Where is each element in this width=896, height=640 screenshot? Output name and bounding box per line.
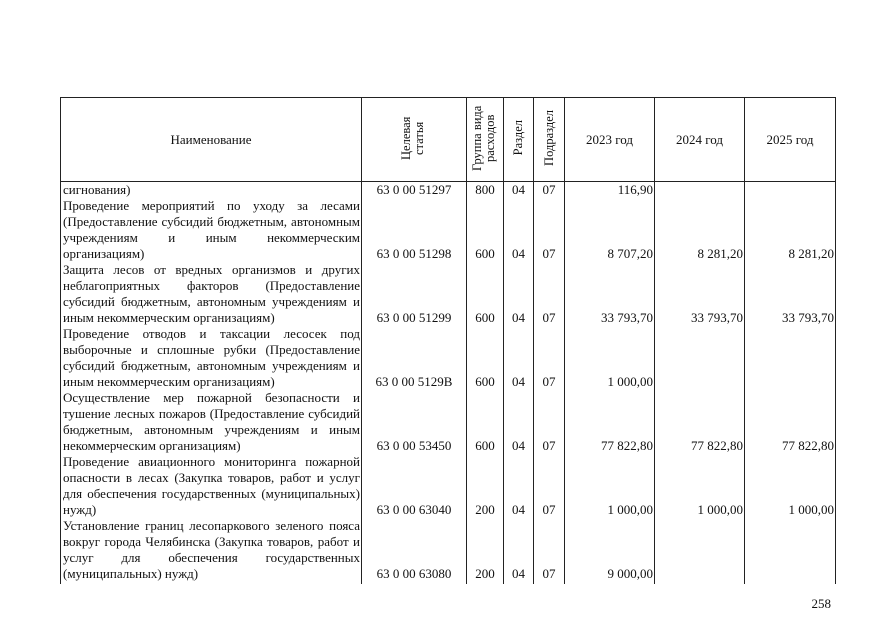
table-row: [61, 198, 836, 262]
table-row: [61, 326, 836, 390]
header-2023: 2023 год: [565, 98, 655, 182]
row-name: Защита лесов от вредных организмов и других неблагоприятных факторов (Предоставление субсидий бюджетным, автономным учреждениям и иным некоммерческим организациям): [61, 262, 362, 326]
row-subsection: 07: [534, 198, 565, 262]
header-section: Раздел: [504, 98, 534, 182]
row-target-item: 63 0 00 51299: [362, 262, 467, 326]
row-2024: [655, 326, 745, 390]
row-expense-group: 600: [467, 262, 504, 326]
row-2024: 33 793,70: [655, 262, 745, 326]
table-header-row: [61, 98, 836, 182]
row-subsection: 07: [534, 518, 565, 584]
row-expense-group: 200: [467, 454, 504, 518]
row-2023: 33 793,70: [565, 262, 655, 326]
header-name: Наименование: [61, 98, 362, 182]
row-section: 04: [504, 198, 534, 262]
row-target-item: 63 0 00 51298: [362, 198, 467, 262]
row-name: Установление границ лесопаркового зеленого пояса вокруг города Челябинска (Закупка товаров, работ и услуг для обеспечения государственных (муниципальных) нужд): [61, 518, 362, 584]
row-expense-group: 600: [467, 390, 504, 454]
header-subsection: Подраздел: [534, 98, 565, 182]
row-target-item: 63 0 00 63040: [362, 454, 467, 518]
row-name: Осуществление мер пожарной безопасности и тушение лесных пожаров (Предоставление субсидий бюджетным, автономным учреждениям и иным некоммерческим организациям): [61, 390, 362, 454]
row-section: 04: [504, 182, 534, 199]
header-2025: 2025 год: [745, 98, 836, 182]
row-name: сигнования): [61, 182, 362, 199]
row-expense-group: 200: [467, 518, 504, 584]
budget-table: [60, 97, 836, 584]
row-2024: 8 281,20: [655, 198, 745, 262]
row-target-item: 63 0 00 63080: [362, 518, 467, 584]
row-section: 04: [504, 518, 534, 584]
row-2025: 77 822,80: [745, 390, 836, 454]
row-2023: 1 000,00: [565, 454, 655, 518]
header-expense-group: Группа вида расходов: [467, 98, 504, 182]
table-row: [61, 518, 836, 584]
table-row: [61, 262, 836, 326]
header-target-item: Целевая статья: [362, 98, 467, 182]
row-2025: [745, 326, 836, 390]
row-name: Проведение отводов и таксации лесосек под выборочные и сплошные рубки (Предоставление субсидий бюджетным, автономным учреждениям и иным некоммерческим организациям): [61, 326, 362, 390]
table-row: [61, 390, 836, 454]
row-2025: 33 793,70: [745, 262, 836, 326]
row-2023: 9 000,00: [565, 518, 655, 584]
row-2025: 8 281,20: [745, 198, 836, 262]
row-name: Проведение мероприятий по уходу за лесами (Предоставление субсидий бюджетным, автономным учреждениям и иным некоммерческим организациям): [61, 198, 362, 262]
table-row: [61, 182, 836, 199]
row-2024: 77 822,80: [655, 390, 745, 454]
row-subsection: 07: [534, 262, 565, 326]
row-section: 04: [504, 262, 534, 326]
row-section: 04: [504, 454, 534, 518]
row-subsection: 07: [534, 326, 565, 390]
row-2025: [745, 518, 836, 584]
row-2023: 116,90: [565, 182, 655, 199]
page-number: 258: [811, 596, 831, 611]
row-section: 04: [504, 390, 534, 454]
row-expense-group: 600: [467, 326, 504, 390]
row-2025: 1 000,00: [745, 454, 836, 518]
row-2023: 8 707,20: [565, 198, 655, 262]
row-subsection: 07: [534, 182, 565, 199]
row-target-item: 63 0 00 5129В: [362, 326, 467, 390]
row-target-item: 63 0 00 53450: [362, 390, 467, 454]
row-2024: [655, 518, 745, 584]
row-subsection: 07: [534, 390, 565, 454]
row-2024: 1 000,00: [655, 454, 745, 518]
row-2025: [745, 182, 836, 199]
row-name: Проведение авиационного мониторинга пожарной опасности в лесах (Закупка товаров, работ и услуг для обеспечения государственных (муниципальных) нужд): [61, 454, 362, 518]
row-subsection: 07: [534, 454, 565, 518]
row-expense-group: 800: [467, 182, 504, 199]
row-expense-group: 600: [467, 198, 504, 262]
row-section: 04: [504, 326, 534, 390]
table-row: [61, 454, 836, 518]
header-2024: 2024 год: [655, 98, 745, 182]
row-target-item: 63 0 00 51297: [362, 182, 467, 199]
row-2023: 1 000,00: [565, 326, 655, 390]
row-2024: [655, 182, 745, 199]
row-2023: 77 822,80: [565, 390, 655, 454]
